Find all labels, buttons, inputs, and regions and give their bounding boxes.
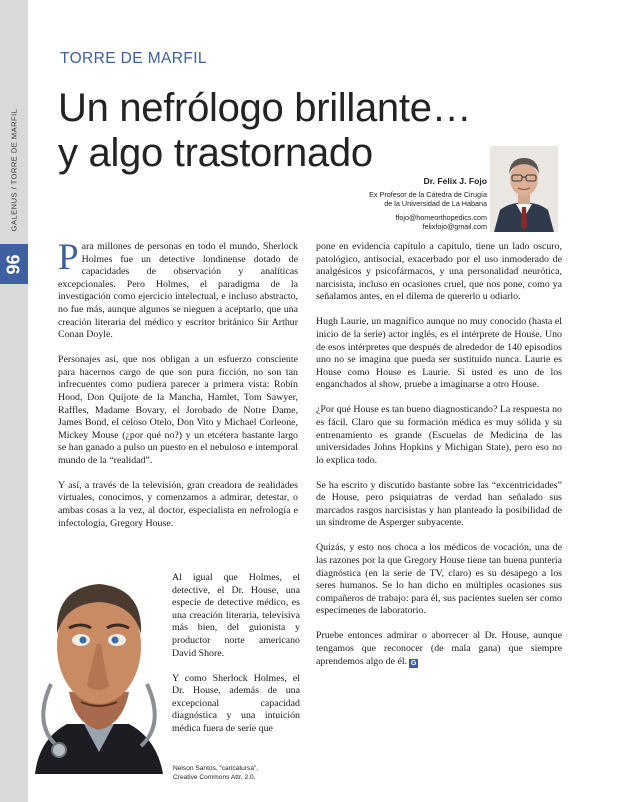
image-caption xyxy=(173,764,258,782)
paragraph: Quizás, y esto nos choca a los médicos de vocación, una de las razones por la que Gregory House tiene tan buena puntería diagnóstica (en la serie de TV, claro) es su desapego a los seres humanos. Se lo han dicho en múltiples ocasiones sus compañeros de trabajo: para él, sus pacientes suelen ser como especímenes de laboratorio. xyxy=(316,542,562,617)
page-number-box xyxy=(0,244,28,284)
article-title xyxy=(58,86,478,176)
title-line-2: y algo trastornado xyxy=(58,131,373,175)
paragraph: ¿Por qué House es tan bueno diagnosticando? La respuesta no es fácil. Claro que su formación médica es muy sólida y su entrenamiento es grande (Escuelas de Medicina de las universidades Johns Hopkins y Michigan State), pero eso no lo explica todo. xyxy=(316,404,562,466)
author-block xyxy=(247,177,487,232)
paragraph: Personajes así, que nos obligan a un esfuerzo consciente para hacernos cargo de que son pura ficción, no son tan infrecuentes como pudiera parecer a primera vista: Robin Hood, Don Quijote de la Mancha, Hamlet, Tom Sawyer, Raffles, Madame Bovary, el Jorobado de Notre Dame, James Bond, el celoso Otelo, Don Vito y Michael Corleone, Mickey Mouse (¿por qué no?) y un etcétera bastante largo se han ganado a pulso un puesto en el nebuloso e intemporal mundo de la “realidad”. xyxy=(58,354,298,466)
paragraph: Se ha escrito y discutido bastante sobre las “excentricidades” de House, pero psiquiatras de verdad han señalado sus marcados rasgos narcisistas y han planteado la posibilidad de un síndrome de Asperger subyacente. xyxy=(316,479,562,529)
end-mark-icon: G xyxy=(410,659,417,667)
article-column-left-wrap xyxy=(172,572,300,748)
author-name: Dr. Felix J. Fojo xyxy=(423,176,487,186)
article-column-right xyxy=(316,241,562,681)
running-header-text: GALENUS / TORRE DE MARFIL xyxy=(9,108,19,232)
house-caricature-icon xyxy=(29,574,169,774)
caption-line-2: Creative Commons Attr. 2.0. xyxy=(173,774,256,781)
author-affiliation-2: de la Universidad de La Habana xyxy=(384,199,487,209)
running-header xyxy=(5,90,23,250)
paragraph-last: Pruebe entonces admirar o aborrecer al Dr. House, aunque tengamos que reconocer (de mala gana) que siempre aprendemos algo de él. G xyxy=(316,630,562,667)
paragraph: Hugh Laurie, un magnífico aunque no muy conocido (hasta el inicio de la serie) actor inglés, es el intérprete de House. Uno de esos intérpretes que después de alrededor de 140 episodios uno no se imagina que pueda ser sustituido nunca. Laurie es House como House es Laurie. Si usted es uno de los enganchados al show, pruebe a imaginarse a otro House. xyxy=(316,316,562,391)
author-photo xyxy=(490,146,558,232)
paragraph: Para millones de personas en todo el mundo, Sherlock Holmes fue un detective londinense dotado de capacidades de observación y analíticas excepcionales. Pero Holmes, el paradigma de la investigación como ejercicio intelectual, e incluso abstracto, no fue más, aunque algunos se nieguen a aceptarlo, que una creación literaria del médico y escritor británico Sir Arthur Conan Doyle. xyxy=(58,237,298,341)
title-line-1: Un nefrólogo brillante… xyxy=(58,86,472,130)
section-label: TORRE DE MARFIL xyxy=(60,50,207,67)
author-portrait-icon xyxy=(490,146,558,232)
paragraph: Y como Sherlock Holmes, el Dr. House, además de una excepcional capacidad diagnóstica y una intuición médica fuera de serie que xyxy=(172,672,300,734)
caption-line-1: Nelson Santos, “caricatursa”, xyxy=(173,765,259,772)
paragraph: Al igual que Holmes, el detective, el Dr. House, una especie de detective médico, es una creación literaria, televisiva más bien, del guionista y productor norte americano David Shore. xyxy=(172,572,300,659)
article-column-left xyxy=(58,237,298,543)
page-number: 96 xyxy=(3,253,24,275)
author-email-1: ffojo@homeorthopedics.com xyxy=(395,212,487,222)
caricature-illustration xyxy=(29,574,169,774)
paragraph: pone en evidencia capítulo a capítulo, tiene un lado oscuro, patológico, antisocial, exacerbado por el uso inmoderado de analgésicos y psicofármacos, y una personalidad neurótica, narcisista, incluso en ocasiones cruel, que nos pone, como ya señalamos antes, en el dilema de quererlo u odiarlo. xyxy=(316,241,562,303)
paragraph: Y así, a través de la televisión, gran creadora de realidades virtuales, conocimos, y comenzamos a admirar, detestar, o ambas cosas a la vez, al doctor, especialista en nefrología e infectología, Gregory House. xyxy=(58,479,298,529)
dropcap: P xyxy=(58,237,79,278)
author-affiliation-1: Ex Profesor de la Cátedra de Cirugía xyxy=(369,189,487,199)
author-email-2: felixfojo@gmail.com xyxy=(422,222,487,232)
